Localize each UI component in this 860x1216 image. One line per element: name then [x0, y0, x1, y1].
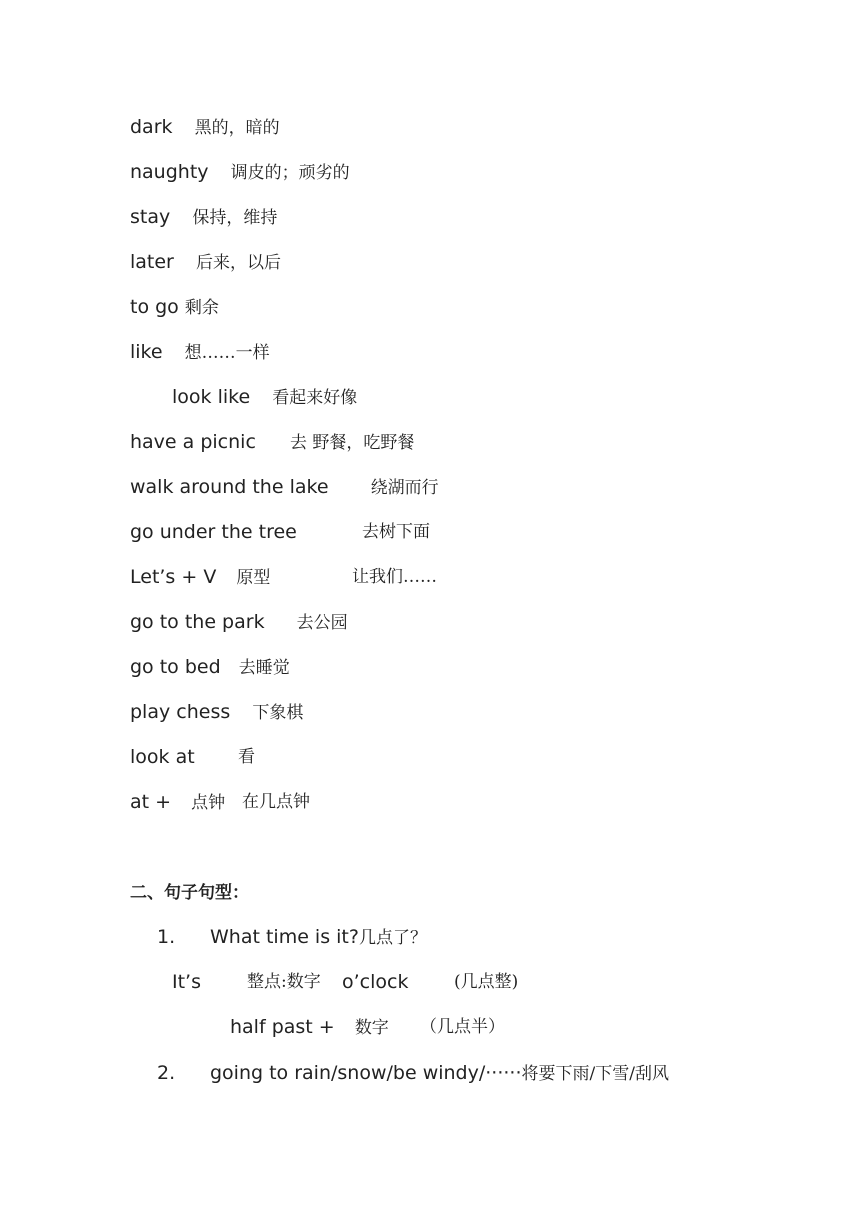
section-heading-text: 二、句子句型： — [130, 883, 249, 903]
sentence-item — [157, 1061, 669, 1085]
item-content — [210, 1061, 669, 1086]
vocab-chinese: 绕湖而行 — [370, 478, 439, 498]
pattern-note: （几点半） — [420, 1017, 505, 1037]
item-number: 2. — [157, 1062, 176, 1084]
vocab-row — [130, 790, 310, 815]
vocab-english: have a picnic — [130, 431, 256, 453]
vocab-chinese: 想……一样 — [184, 343, 270, 363]
pattern-label: 整点: — [247, 972, 287, 992]
vocab-row — [172, 385, 357, 410]
vocab-chinese: 去公园 — [296, 613, 348, 633]
vocab-english: play chess — [130, 701, 231, 723]
item-content — [210, 925, 427, 950]
vocab-row — [130, 115, 280, 140]
item-english: What time is it? — [210, 926, 359, 948]
pattern-row — [230, 1015, 505, 1040]
vocab-english: naughty — [130, 161, 209, 183]
vocab-english: like — [130, 341, 163, 363]
vocab-english: walk around the lake — [130, 476, 329, 498]
section-heading — [130, 880, 249, 905]
item-number: 1. — [157, 926, 176, 948]
vocab-row — [130, 565, 437, 590]
pattern-number: 数字 — [354, 1018, 389, 1038]
vocab-chinese: 下象棋 — [252, 703, 304, 723]
item-chinese: 几点了？ — [358, 928, 427, 948]
vocab-chinese: 去树下面 — [362, 522, 430, 542]
pattern-detail — [247, 970, 321, 994]
vocab-row — [130, 655, 290, 680]
vocab-row — [130, 430, 414, 455]
vocab-chinese: 去睡觉 — [238, 658, 290, 678]
vocab-english: stay — [130, 206, 171, 228]
vocab-chinese: 黑的，暗的 — [194, 118, 280, 138]
vocab-chinese: 在几点钟 — [242, 792, 310, 812]
pattern-half-past: half past + — [230, 1016, 335, 1038]
sentence-item — [157, 925, 427, 949]
pattern-number: 数字 — [286, 972, 321, 992]
vocab-chinese: 看起来好像 — [272, 388, 358, 408]
pattern-oclock: o’clock — [342, 971, 409, 993]
vocab-row — [130, 700, 303, 725]
vocab-row — [130, 160, 350, 185]
vocab-row — [130, 340, 270, 365]
pattern-row — [172, 970, 519, 994]
vocab-row — [130, 295, 219, 320]
vocab-english: look at — [130, 746, 195, 768]
vocab-english: go to bed — [130, 656, 221, 678]
vocab-note: 原型 — [236, 568, 271, 588]
item-chinese: 将要下雨/下雪/刮风 — [521, 1064, 669, 1084]
vocab-english: look like — [172, 386, 251, 408]
vocab-chinese: 让我们…… — [352, 567, 437, 587]
vocab-english: to go — [130, 296, 179, 318]
vocab-chinese: 保持，维持 — [192, 208, 278, 228]
item-english: going to rain/snow/be windy/······ — [210, 1062, 522, 1084]
pattern-note: (几点整) — [454, 972, 519, 992]
vocab-chinese: 看 — [238, 747, 255, 767]
vocab-english: go to the park — [130, 611, 265, 633]
vocab-note: 点钟 — [191, 793, 226, 813]
vocab-row — [130, 250, 281, 275]
pattern-subject: It’s — [172, 971, 201, 993]
vocab-chinese: 去 野餐，吃野餐 — [290, 433, 415, 453]
vocab-row — [130, 610, 348, 635]
vocab-row — [130, 745, 255, 769]
vocab-row — [130, 205, 277, 230]
vocab-chinese: 调皮的；顽劣的 — [230, 163, 350, 183]
vocab-english: Let’s + V — [130, 566, 217, 588]
vocab-english: go under the tree — [130, 521, 297, 543]
vocab-row — [130, 475, 439, 500]
vocab-english: dark — [130, 116, 173, 138]
vocab-chinese: 剩余 — [184, 298, 219, 318]
vocab-english: later — [130, 251, 174, 273]
vocab-row — [130, 520, 430, 544]
vocab-chinese: 后来，以后 — [195, 253, 281, 273]
vocab-english: at + — [130, 791, 172, 813]
